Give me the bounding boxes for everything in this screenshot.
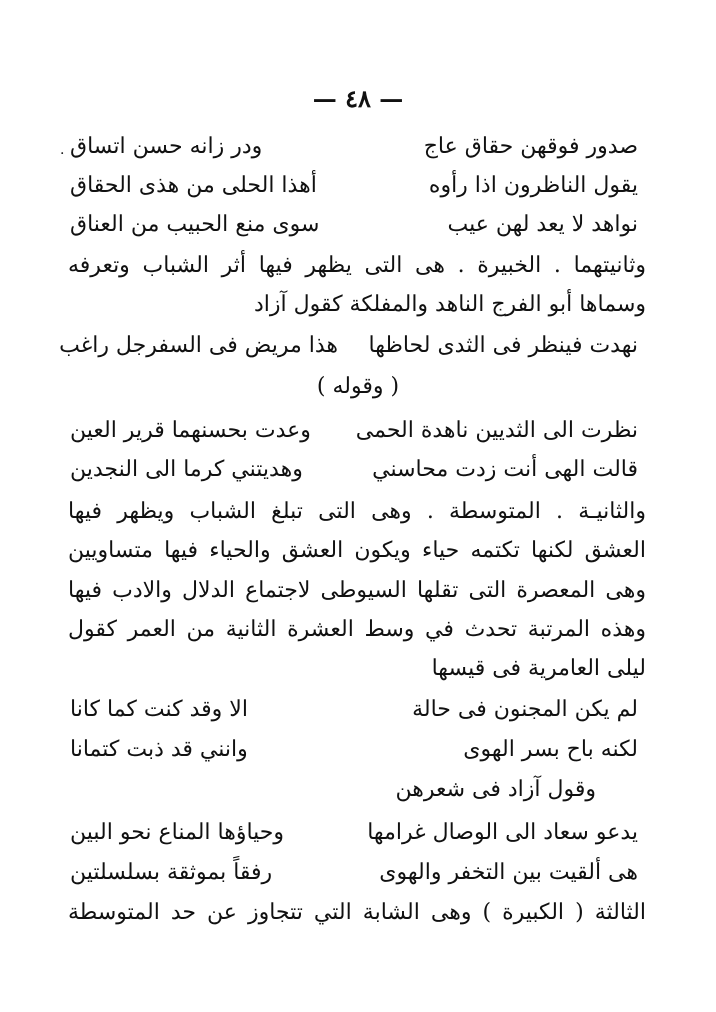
verse-9-left: وحياؤها المناع نحو البين xyxy=(70,820,285,845)
verse-2-left: أهذا الحلى من هذى الحقاق xyxy=(70,173,317,198)
prose-line-6: وهذه المرتبة تحدث في وسط العشرة الثانية من العمر كقول xyxy=(68,617,646,642)
verse-1-left: ودر زانه حسن اتساق xyxy=(70,134,263,159)
verse-8-right: لكنه باح بسر الهوى xyxy=(463,737,638,762)
prose-line-3: والثانيـة . المتوسطة . وهى التى تبلغ الشباب ويظهر فيها xyxy=(68,499,646,524)
prose-line-4: العشق لكنها تكتمه حياء ويكون العشق والحياء فيها متساويين xyxy=(68,538,646,563)
intro-line: وقول آزاد فى شعرهن xyxy=(395,777,596,802)
prose-line-8: الثالثة ( الكبيرة ) وهى الشابة التي تتجاوز عن حد المتوسطة xyxy=(68,900,646,925)
verse-3-right: نواهد لا يعد لهن عيب xyxy=(447,212,638,237)
verse-5-right: نظرت الى الثديين ناهدة الحمى xyxy=(355,418,638,443)
prose-line-7: ليلى العامرية فى قيسها xyxy=(431,656,646,681)
verse-1-right: صدور فوقهن حقاق عاج xyxy=(423,134,638,159)
prose-line-1: وثانيتهما . الخبيرة . هى التى يظهر فيها أثر الشباب وتعرفه xyxy=(68,253,646,278)
verse-6-right: قالت الهى أنت زدت محاسني xyxy=(372,457,638,482)
verse-6-left: وهديتني كرما الى النجدين xyxy=(70,457,303,482)
verse-8-left: وانني قد ذبت كتمانا xyxy=(70,737,248,762)
verse-9-right: يدعو سعاد الى الوصال غرامها xyxy=(367,820,638,845)
stray-mark: · xyxy=(60,146,65,162)
verse-10-right: هى ألقيت بين التخفر والهوى xyxy=(379,860,638,885)
verse-7-left: الا وقد كنت كما كانا xyxy=(70,697,248,722)
prose-line-2: وسماها أبو الفرج الناهد والمفلكة كقول آزاد xyxy=(253,292,646,317)
verse-4-right: نهدت فينظر فى الثدى لحاظها xyxy=(368,333,638,358)
prose-line-5: وهى المعصرة التى تقلها السيوطى لاجتماع الدلال والادب فيها xyxy=(68,578,646,603)
verse-5-left: وعدت بحسنهما قرير العين xyxy=(70,418,311,443)
verse-2-right: يقول الناظرون اذا رأوه xyxy=(428,173,638,198)
verse-10-left: رفقاً بموثقة بسلسلتين xyxy=(70,860,273,885)
section-heading: ( وقوله ) xyxy=(316,374,400,399)
verse-7-right: لم يكن المجنون فى حالة xyxy=(412,697,638,722)
verse-4-left: هذا مريض فى السفرجل راغب xyxy=(59,333,338,358)
verse-3-left: سوى منع الحبيب من العناق xyxy=(70,212,320,237)
page-number: — ٤٨ — xyxy=(312,84,404,113)
